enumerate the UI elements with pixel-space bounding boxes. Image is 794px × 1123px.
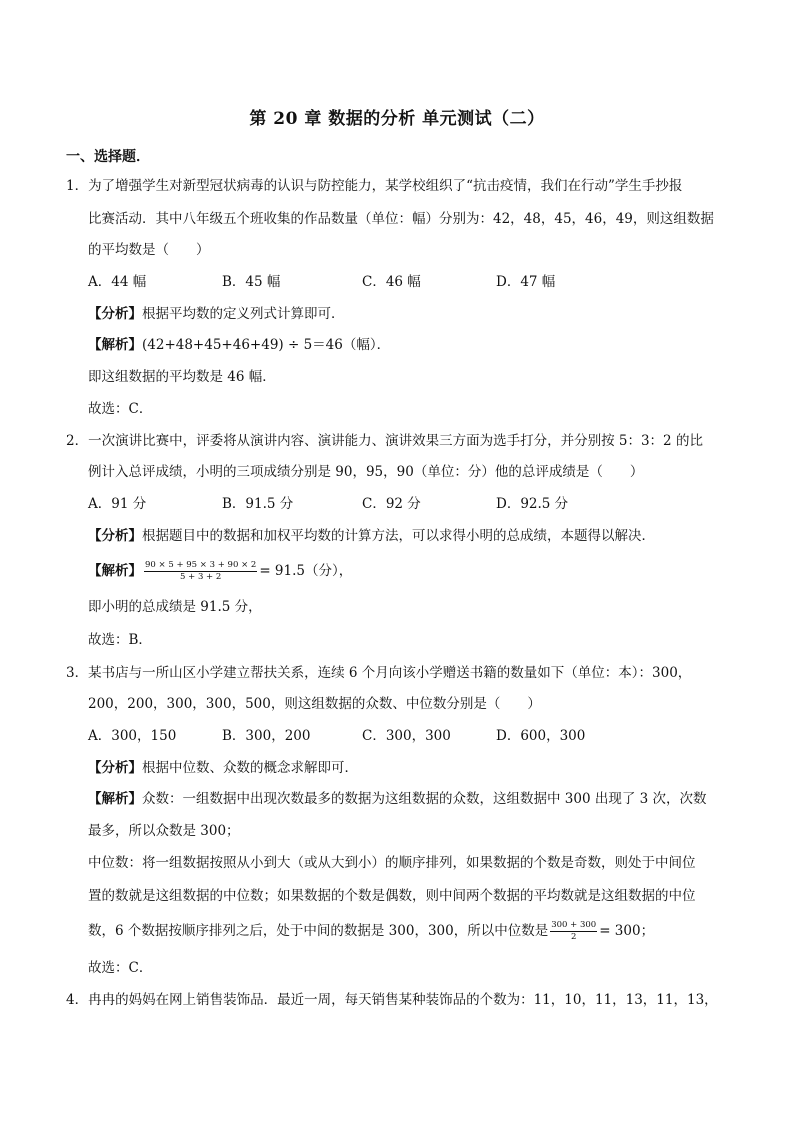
q1-solution [88, 335, 390, 355]
q2-option-a: A．91 分 [88, 496, 147, 512]
q1-line1: 1．为了增强学生对新型冠状病毒的认识与防控能力，某学校组织了“抗击疫情，我们在行动”学生手抄报 [66, 178, 683, 194]
q3-line1: 3．某书店与一所山区小学建立帮扶关系，连续 6 个月向该小学赠送书籍的数量如下（单位：本）：300， [66, 665, 692, 681]
solution-tag: 【解析】 [88, 563, 142, 579]
q3-option-a: A．300，150 [88, 728, 177, 744]
weighted-average-fraction [144, 560, 257, 583]
section-heading: 一、选择题． [66, 149, 150, 165]
q3-solution-line3: 中位数：将一组数据按照从小到大（或从大到小）的顺序排列，如果数据的个数是奇数，则处于中间位 [88, 855, 696, 871]
solution-result: = 91.5（分）， [259, 563, 353, 579]
q4-line1: 4．冉冉的妈妈在网上销售装饰品．最近一周，每天销售某种装饰品的个数为：11，10，11，13，11，13， [66, 992, 718, 1008]
q1-solution-line2: 即这组数据的平均数是 46 幅． [88, 369, 276, 385]
fraction-denominator: 2 [571, 932, 577, 942]
q3-solution-line2: 最多，所以众数是 300； [88, 823, 240, 839]
q2-option-c: C．92 分 [362, 496, 421, 512]
q2-line2: 例计入总评成绩，小明的三项成绩分别是 90，95，90（单位：分）他的总评成绩是（ ） [88, 464, 644, 480]
median-result: = 300； [599, 923, 655, 939]
q1-answer: 故选：C． [88, 401, 153, 417]
fraction-denominator: 5 + 3 + 2 [180, 572, 222, 582]
analysis-text: 根据中位数、众数的概念求解即可． [142, 760, 358, 776]
q1-option-c: C．46 幅 [362, 274, 421, 290]
q3-solution [88, 789, 707, 809]
q1-analysis [88, 304, 345, 324]
q3-option-d: D．600，300 [496, 728, 586, 744]
q2-answer: 故选：B． [88, 632, 152, 648]
q1-line3: 的平均数是（ ） [88, 242, 210, 258]
solution-text: (42+48+45+46+49) ÷ 5＝46（幅）． [142, 337, 391, 353]
analysis-text: 根据题目中的数据和加权平均数的计算方法，可以求得小明的总成绩，本题得以解决． [142, 528, 655, 544]
page-title: 第 20 章 数据的分析 单元测试（二） [249, 109, 545, 129]
q2-solution [88, 560, 352, 583]
fraction-numerator: 300 + 300 [551, 920, 597, 930]
q3-option-b: B．300，200 [222, 728, 311, 744]
fraction-numerator: 90 × 5 + 95 × 3 + 90 × 2 [145, 560, 257, 570]
analysis-tag: 【分析】 [88, 528, 142, 544]
solution-tag: 【解析】 [88, 791, 142, 807]
median-fraction [550, 920, 597, 943]
q1-option-b: B．45 幅 [222, 274, 281, 290]
analysis-tag: 【分析】 [88, 306, 142, 322]
q2-option-b: B．91.5 分 [222, 496, 294, 512]
q2-option-d: D．92.5 分 [496, 496, 569, 512]
q2-analysis [88, 526, 655, 546]
median-text: 数，6 个数据按顺序排列之后，处于中间的数据是 300，300，所以中位数是 [88, 923, 549, 939]
analysis-text: 根据平均数的定义列式计算即可． [142, 306, 345, 322]
q1-line2: 比赛活动．其中八年级五个班收集的作品数量（单位：幅）分别为：42，48，45，46，49，则这组数据 [88, 211, 714, 227]
q3-line2: 200，200，300，300，500，则这组数据的众数、中位数分别是（ ） [88, 696, 541, 712]
analysis-tag: 【分析】 [88, 760, 142, 776]
q3-option-c: C．300，300 [362, 728, 451, 744]
q1-option-a: A．44 幅 [88, 274, 147, 290]
q3-solution-line4: 置的数就是这组数据的中位数；如果数据的个数是偶数，则中间两个数据的平均数就是这组数据的中位 [88, 888, 696, 904]
solution-text: 众数：一组数据中出现次数最多的数据为这组数据的众数，这组数据中 300 出现了 3 次，次数 [142, 791, 707, 807]
q3-answer: 故选：C． [88, 960, 153, 976]
solution-tag: 【解析】 [88, 337, 142, 353]
q2-solution-line2: 即小明的总成绩是 91.5 分， [88, 599, 262, 615]
q3-analysis [88, 758, 358, 778]
q2-line1: 2．一次演讲比赛中，评委将从演讲内容、演讲能力、演讲效果三方面为选手打分，并分别按 5：3：2 的比 [66, 433, 703, 449]
q1-option-d: D．47 幅 [496, 274, 556, 290]
q3-solution-line5 [88, 920, 654, 943]
